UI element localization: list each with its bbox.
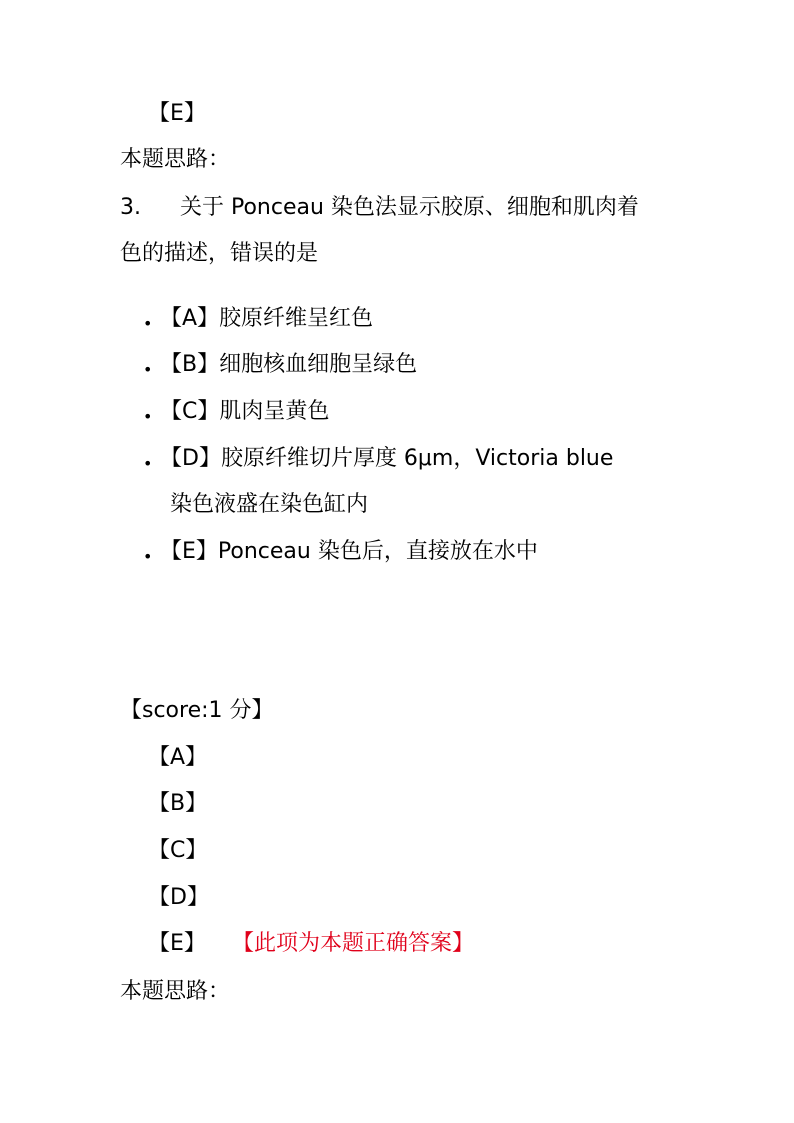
bullet-icon: • — [143, 360, 153, 379]
prev-explanation-label: 本题思路： — [120, 147, 231, 172]
option-a: 【A】胶原纤维呈红色 — [160, 306, 374, 331]
answer-choice-e: 【E】 — [148, 931, 206, 956]
correct-answer-marker: 【此项为本题正确答案】 — [232, 931, 475, 956]
question-stem-line2: 色的描述，错误的是 — [120, 241, 319, 266]
option-e: 【E】Ponceau 染色后，直接放在水中 — [160, 539, 538, 564]
option-d: 【D】胶原纤维切片厚度 6μm，Victoria blue — [160, 446, 614, 471]
bullet-icon: • — [143, 454, 153, 473]
question-number: 3. — [120, 195, 141, 220]
bullet-icon: • — [143, 407, 153, 426]
bullet-icon: • — [143, 547, 153, 566]
option-c: 【C】肌肉呈黄色 — [160, 399, 330, 424]
explanation-label: 本题思路： — [120, 979, 231, 1004]
score-label: 【score:1 分】 — [120, 698, 274, 723]
prev-answer-line: 【E】 — [148, 101, 206, 126]
answer-choice-b: 【B】 — [148, 791, 208, 816]
option-b: 【B】细胞核血细胞呈绿色 — [160, 352, 418, 377]
answer-choice-a: 【A】 — [148, 745, 208, 770]
option-d-continuation: 染色液盛在染色缸内 — [170, 492, 369, 517]
question-stem-line1: 关于 Ponceau 染色法显示胶原、细胞和肌肉着 — [180, 195, 639, 220]
answer-choice-d: 【D】 — [148, 885, 209, 910]
bullet-icon: • — [143, 314, 153, 333]
answer-choice-c: 【C】 — [148, 838, 208, 863]
